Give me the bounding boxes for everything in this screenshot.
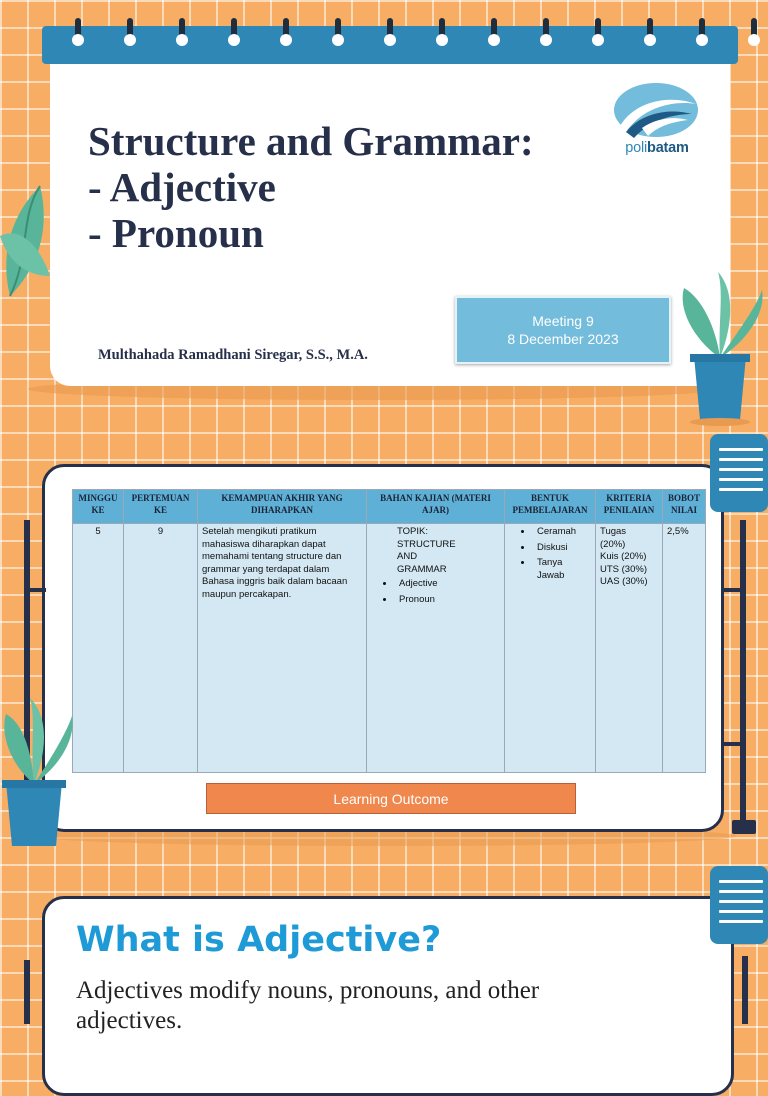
title-line: - Pronoun [88, 210, 264, 256]
stand-rail-right [742, 956, 748, 1024]
binding-ring [124, 18, 136, 52]
section-heading: What is Adjective? [76, 920, 442, 960]
cell-kriteria [596, 524, 663, 773]
binding-ring [280, 18, 292, 52]
stand-rail-right [740, 520, 746, 832]
cell-bobot: 2,5% [663, 524, 706, 773]
binding-ring [176, 18, 188, 52]
cell-minggu: 5 [73, 524, 124, 773]
header-cell: KEMAMPUAN AKHIR YANG DIHARAPKAN [198, 490, 367, 524]
cell-pertemuan: 9 [124, 524, 198, 773]
binding-ring [332, 18, 344, 52]
cell-bentuk [505, 524, 596, 773]
potted-plant-icon [0, 694, 80, 854]
course-plan-table [72, 489, 706, 773]
header-cell: KRITERIA PENILAIAN [596, 490, 663, 524]
binding-ring [72, 18, 84, 52]
cell-bahan [367, 524, 505, 773]
author-name: Multhahada Ramadhani Siregar, S.S., M.A. [98, 347, 368, 363]
stand-rail-right [724, 742, 746, 746]
header-cell: BENTUK PEMBELAJARAN [505, 490, 596, 524]
stand-foot [732, 820, 756, 834]
cell-kemampuan: Setelah mengikuti pratikum mahasiswa diharapkan dapat memahami tentang structure dan grammar yang terdapat dalam Bahasa inggris baik dalam bacaan maupun percakapan. [198, 524, 367, 773]
logo-icon [612, 82, 702, 142]
binding-ring [540, 18, 552, 52]
calendar-binding [42, 26, 738, 64]
learning-outcome-button[interactable]: Learning Outcome [206, 783, 576, 814]
leaf-plant-icon [0, 176, 60, 306]
binding-ring [384, 18, 396, 52]
kriteria-line: (20%) [600, 538, 626, 550]
logo-text-b: batam [647, 140, 689, 156]
kriteria-line: Kuis (20%) [600, 551, 647, 562]
potted-plant-icon [672, 268, 768, 428]
binding-ring [592, 18, 604, 52]
header-cell: BAHAN KAJIAN (MATERI AJAR) [367, 490, 505, 524]
chat-bubble-icon [710, 434, 768, 512]
table-header-row [73, 490, 706, 524]
binding-ring [644, 18, 656, 52]
list-item: • Tanya Jawab [533, 557, 591, 582]
chat-bubble-icon [710, 866, 768, 944]
polibatam-logo [612, 82, 702, 162]
header-cell: MINGGU KE [73, 490, 124, 524]
kriteria-line: Tugas [600, 526, 627, 537]
binding-ring [228, 18, 240, 52]
list-item: • Diskusi [533, 542, 591, 555]
binding-ring [748, 18, 760, 52]
stand-rail-left [24, 588, 46, 592]
stand-rail-left [24, 960, 30, 1024]
kriteria-line: UAS (30%) [600, 576, 648, 587]
title-line: - Adjective [88, 164, 276, 210]
title-line: Structure and Grammar: [88, 118, 534, 164]
binding-ring [696, 18, 708, 52]
list-item: • Ceramah [533, 526, 591, 539]
kriteria-line: UTS (30%) [600, 563, 647, 575]
definition-text: Adjectives modify nouns, pronouns, and other adjectives. [76, 977, 540, 1034]
slide-title [88, 118, 588, 256]
list-item: • Adjective [395, 578, 500, 591]
table-row [73, 524, 706, 773]
binding-ring [436, 18, 448, 52]
meeting-box [455, 296, 671, 364]
bentuk-list [509, 526, 591, 582]
header-cell: BOBOT NILAI [663, 490, 706, 524]
meeting-date: 8 December 2023 [507, 331, 619, 347]
meeting-number: Meeting 9 [532, 313, 594, 329]
header-cell: PERTEMUAN KE [124, 490, 198, 524]
bahan-list [371, 578, 500, 606]
bahan-topic: TOPIK: STRUCTURE AND GRAMMAR [397, 526, 456, 575]
logo-text-a: poli [625, 140, 648, 156]
list-item: • Pronoun [395, 594, 500, 607]
stand-rail-right [724, 588, 746, 592]
logo-wordmark [612, 140, 702, 156]
binding-ring [488, 18, 500, 52]
